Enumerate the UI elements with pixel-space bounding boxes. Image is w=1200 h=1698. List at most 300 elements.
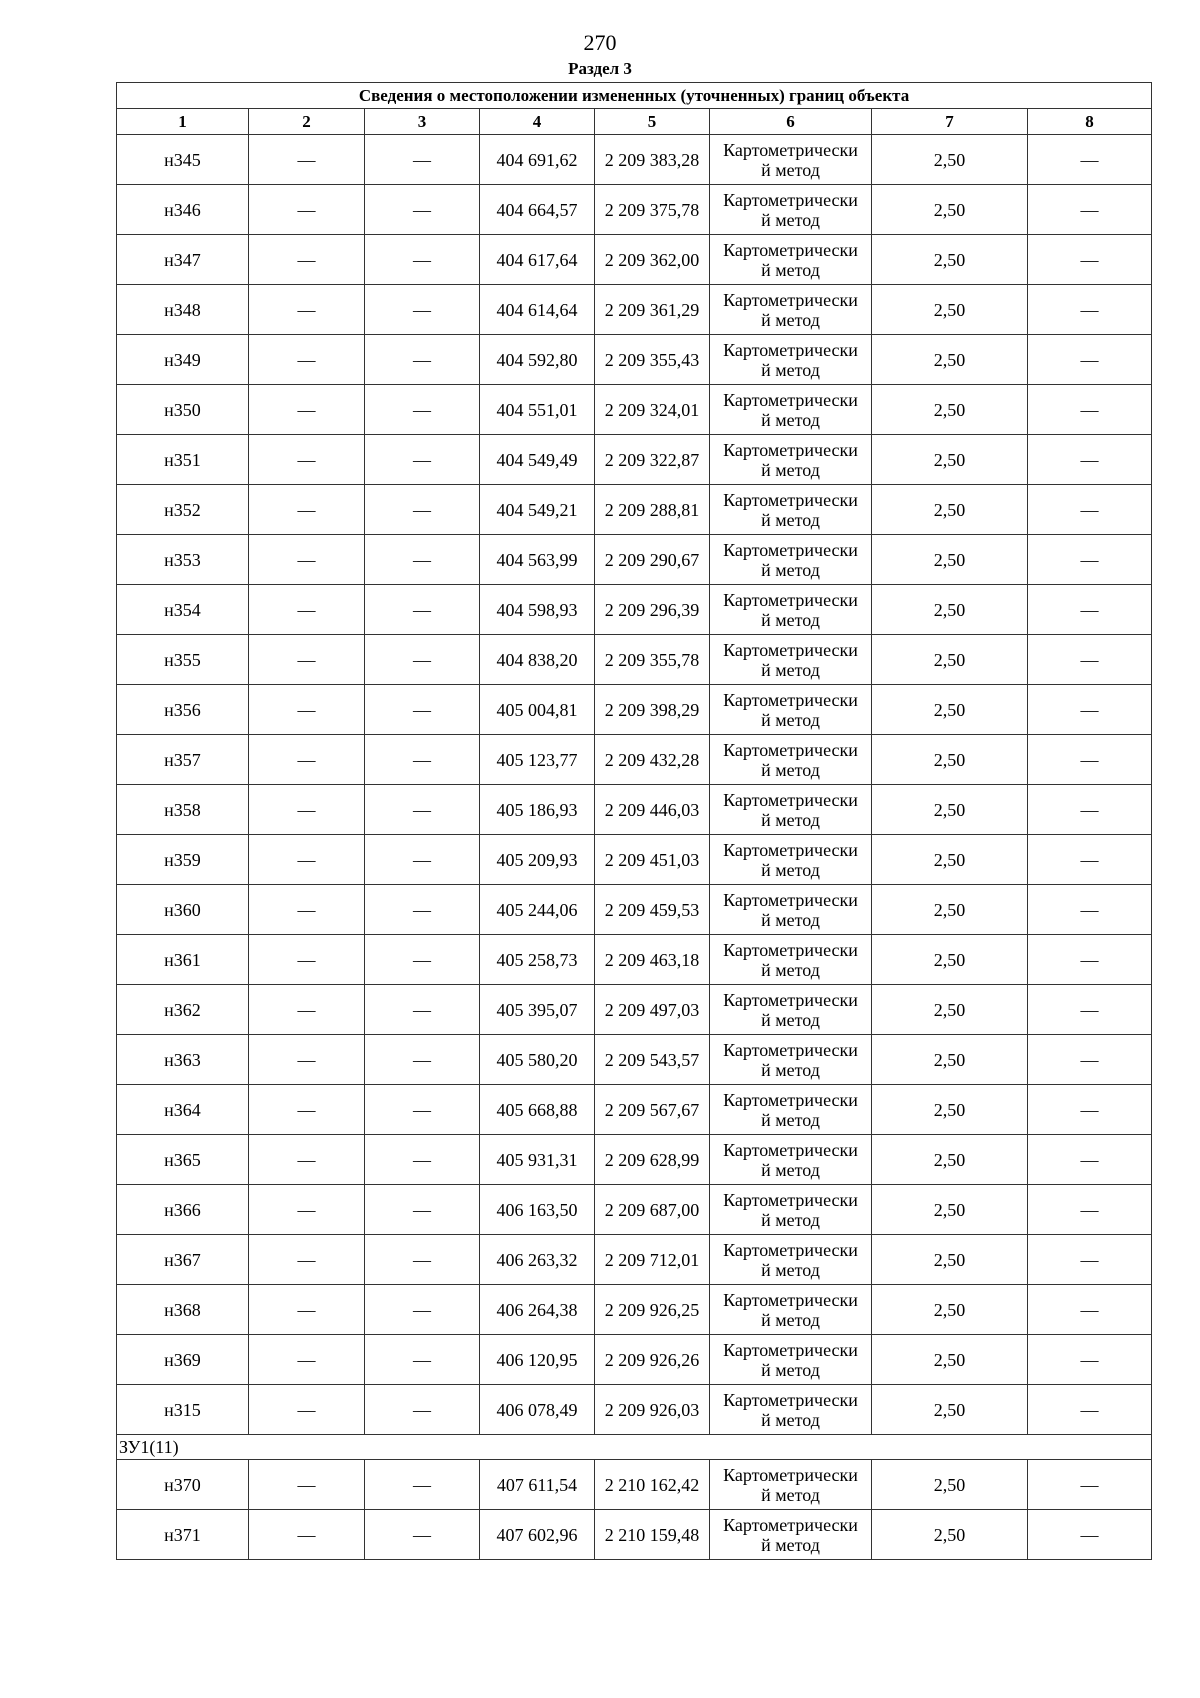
column-2-cell: —: [249, 285, 365, 335]
y-coordinate-cell: 2 209 375,78: [595, 185, 710, 235]
column-8-cell: —: [1028, 885, 1152, 935]
point-name-cell: н369: [117, 1335, 249, 1385]
column-3-cell: —: [365, 385, 480, 435]
x-coordinate-cell: 404 549,21: [480, 485, 595, 535]
method-cell: [710, 535, 872, 585]
column-3-cell: —: [365, 1460, 480, 1510]
accuracy-cell: 2,50: [872, 785, 1028, 835]
y-coordinate-cell: 2 209 290,67: [595, 535, 710, 585]
column-8-cell: —: [1028, 485, 1152, 535]
column-2-cell: —: [249, 135, 365, 185]
column-2-cell: —: [249, 835, 365, 885]
point-name-cell: н347: [117, 235, 249, 285]
y-coordinate-cell: 2 209 355,43: [595, 335, 710, 385]
method-line-2: й метод: [761, 159, 820, 180]
x-coordinate-cell: 406 264,38: [480, 1285, 595, 1335]
method-line-2: й метод: [761, 459, 820, 480]
column-3-cell: —: [365, 635, 480, 685]
table-row: [117, 535, 1152, 585]
section-title: Раздел 3: [568, 59, 632, 78]
point-name-cell: н363: [117, 1035, 249, 1085]
group-label: ЗУ1(11): [117, 1435, 1152, 1460]
method-line-2: й метод: [761, 1259, 820, 1280]
accuracy-cell: 2,50: [872, 385, 1028, 435]
x-coordinate-cell: 404 563,99: [480, 535, 595, 585]
y-coordinate-cell: 2 209 926,25: [595, 1285, 710, 1335]
column-3-cell: —: [365, 1035, 480, 1085]
method-line-2: й метод: [761, 359, 820, 380]
method-line-1: Картометрически: [723, 439, 858, 460]
method-line-2: й метод: [761, 559, 820, 580]
column-8-cell: —: [1028, 935, 1152, 985]
x-coordinate-cell: 405 395,07: [480, 985, 595, 1035]
method-line-1: Картометрически: [723, 989, 858, 1010]
x-coordinate-cell: 406 120,95: [480, 1335, 595, 1385]
column-2-cell: —: [249, 1035, 365, 1085]
column-3-cell: —: [365, 1135, 480, 1185]
table-row: [117, 385, 1152, 435]
column-8-cell: —: [1028, 1510, 1152, 1560]
column-number-6: 6: [710, 109, 872, 135]
column-8-cell: —: [1028, 985, 1152, 1035]
method-line-1: Картометрически: [723, 1514, 858, 1535]
method-cell: [710, 485, 872, 535]
accuracy-cell: 2,50: [872, 1335, 1028, 1385]
column-8-cell: —: [1028, 735, 1152, 785]
column-3-cell: —: [365, 235, 480, 285]
point-name-cell: н359: [117, 835, 249, 885]
method-cell: [710, 135, 872, 185]
accuracy-cell: 2,50: [872, 1385, 1028, 1435]
column-3-cell: —: [365, 1510, 480, 1560]
column-3-cell: —: [365, 285, 480, 335]
y-coordinate-cell: 2 209 926,03: [595, 1385, 710, 1435]
column-3-cell: —: [365, 1335, 480, 1385]
x-coordinate-cell: 404 549,49: [480, 435, 595, 485]
column-8-cell: —: [1028, 185, 1152, 235]
table-row: [117, 835, 1152, 885]
method-line-2: й метод: [761, 1484, 820, 1505]
x-coordinate-cell: 404 592,80: [480, 335, 595, 385]
method-cell: [710, 185, 872, 235]
method-cell: [710, 335, 872, 385]
table-row: [117, 185, 1152, 235]
column-3-cell: —: [365, 735, 480, 785]
table-row: [117, 885, 1152, 935]
x-coordinate-cell: 407 602,96: [480, 1510, 595, 1560]
method-cell: [710, 1335, 872, 1385]
column-3-cell: —: [365, 1385, 480, 1435]
method-line-1: Картометрически: [723, 489, 858, 510]
method-line-1: Картометрически: [723, 639, 858, 660]
point-name-cell: н354: [117, 585, 249, 635]
method-line-2: й метод: [761, 759, 820, 780]
point-name-cell: н358: [117, 785, 249, 835]
column-2-cell: —: [249, 485, 365, 535]
method-cell: [710, 885, 872, 935]
column-8-cell: —: [1028, 135, 1152, 185]
column-3-cell: —: [365, 435, 480, 485]
x-coordinate-cell: 405 258,73: [480, 935, 595, 985]
method-line-1: Картометрически: [723, 789, 858, 810]
column-8-cell: —: [1028, 335, 1152, 385]
accuracy-cell: 2,50: [872, 635, 1028, 685]
table-row: [117, 285, 1152, 335]
y-coordinate-cell: 2 209 446,03: [595, 785, 710, 835]
table-row: [117, 1185, 1152, 1235]
accuracy-cell: 2,50: [872, 235, 1028, 285]
method-line-1: Картометрически: [723, 1464, 858, 1485]
column-number-4: 4: [480, 109, 595, 135]
table-row: [117, 785, 1152, 835]
column-3-cell: —: [365, 135, 480, 185]
method-line-1: Картометрически: [723, 1139, 858, 1160]
method-line-2: й метод: [761, 509, 820, 530]
point-name-cell: н357: [117, 735, 249, 785]
method-cell: [710, 685, 872, 735]
accuracy-cell: 2,50: [872, 1185, 1028, 1235]
method-cell: [710, 1135, 872, 1185]
method-cell: [710, 935, 872, 985]
point-name-cell: н370: [117, 1460, 249, 1510]
table-row: [117, 985, 1152, 1035]
column-3-cell: —: [365, 335, 480, 385]
table-row: [117, 435, 1152, 485]
column-2-cell: —: [249, 1285, 365, 1335]
column-2-cell: —: [249, 585, 365, 635]
column-8-cell: —: [1028, 1385, 1152, 1435]
method-cell: [710, 985, 872, 1035]
x-coordinate-cell: 406 163,50: [480, 1185, 595, 1235]
table-row: [117, 1085, 1152, 1135]
method-line-1: Картометрически: [723, 339, 858, 360]
method-line-2: й метод: [761, 1534, 820, 1555]
column-number-7: 7: [872, 109, 1028, 135]
point-name-cell: н345: [117, 135, 249, 185]
x-coordinate-cell: 404 614,64: [480, 285, 595, 335]
column-8-cell: —: [1028, 1085, 1152, 1135]
method-line-2: й метод: [761, 959, 820, 980]
method-line-1: Картометрически: [723, 1189, 858, 1210]
method-line-1: Картометрически: [723, 889, 858, 910]
column-2-cell: —: [249, 1185, 365, 1235]
y-coordinate-cell: 2 209 497,03: [595, 985, 710, 1035]
x-coordinate-cell: 405 668,88: [480, 1085, 595, 1135]
column-2-cell: —: [249, 385, 365, 435]
column-2-cell: —: [249, 335, 365, 385]
method-cell: [710, 635, 872, 685]
column-2-cell: —: [249, 885, 365, 935]
x-coordinate-cell: 405 209,93: [480, 835, 595, 885]
y-coordinate-cell: 2 209 324,01: [595, 385, 710, 435]
point-name-cell: н315: [117, 1385, 249, 1435]
accuracy-cell: 2,50: [872, 835, 1028, 885]
column-2-cell: —: [249, 1335, 365, 1385]
y-coordinate-cell: 2 209 687,00: [595, 1185, 710, 1235]
column-8-cell: —: [1028, 585, 1152, 635]
point-name-cell: н356: [117, 685, 249, 735]
method-line-2: й метод: [761, 1109, 820, 1130]
column-2-cell: —: [249, 235, 365, 285]
table-body: [117, 135, 1152, 1560]
method-line-1: Картометрически: [723, 1289, 858, 1310]
point-name-cell: н348: [117, 285, 249, 335]
column-8-cell: —: [1028, 385, 1152, 435]
point-name-cell: н349: [117, 335, 249, 385]
method-line-1: Картометрически: [723, 189, 858, 210]
y-coordinate-cell: 2 209 362,00: [595, 235, 710, 285]
point-name-cell: н346: [117, 185, 249, 235]
x-coordinate-cell: 404 551,01: [480, 385, 595, 435]
accuracy-cell: 2,50: [872, 935, 1028, 985]
point-name-cell: н360: [117, 885, 249, 935]
column-3-cell: —: [365, 1185, 480, 1235]
accuracy-cell: 2,50: [872, 885, 1028, 935]
column-3-cell: —: [365, 1085, 480, 1135]
accuracy-cell: 2,50: [872, 585, 1028, 635]
column-2-cell: —: [249, 985, 365, 1035]
table-row: [117, 935, 1152, 985]
method-line-1: Картометрически: [723, 289, 858, 310]
column-3-cell: —: [365, 935, 480, 985]
accuracy-cell: 2,50: [872, 285, 1028, 335]
column-2-cell: —: [249, 1235, 365, 1285]
column-number-2: 2: [249, 109, 365, 135]
column-2-cell: —: [249, 1460, 365, 1510]
column-3-cell: —: [365, 1235, 480, 1285]
method-line-2: й метод: [761, 1309, 820, 1330]
point-name-cell: н367: [117, 1235, 249, 1285]
coordinates-table: [116, 82, 1152, 1560]
method-line-1: Картометрически: [723, 1389, 858, 1410]
method-cell: [710, 385, 872, 435]
column-8-cell: —: [1028, 635, 1152, 685]
method-line-2: й метод: [761, 1209, 820, 1230]
method-line-2: й метод: [761, 809, 820, 830]
method-line-1: Картометрически: [723, 1089, 858, 1110]
accuracy-cell: 2,50: [872, 185, 1028, 235]
column-8-cell: —: [1028, 1335, 1152, 1385]
point-name-cell: н361: [117, 935, 249, 985]
method-line-2: й метод: [761, 909, 820, 930]
column-8-cell: —: [1028, 835, 1152, 885]
y-coordinate-cell: 2 209 398,29: [595, 685, 710, 735]
column-3-cell: —: [365, 535, 480, 585]
accuracy-cell: 2,50: [872, 1085, 1028, 1135]
column-number-3: 3: [365, 109, 480, 135]
method-line-1: Картометрически: [723, 589, 858, 610]
method-line-2: й метод: [761, 1009, 820, 1030]
column-2-cell: —: [249, 435, 365, 485]
y-coordinate-cell: 2 209 288,81: [595, 485, 710, 535]
x-coordinate-cell: 404 838,20: [480, 635, 595, 685]
x-coordinate-cell: 405 244,06: [480, 885, 595, 935]
column-2-cell: —: [249, 785, 365, 835]
method-line-1: Картометрически: [723, 539, 858, 560]
method-line-1: Картометрически: [723, 939, 858, 960]
y-coordinate-cell: 2 209 432,28: [595, 735, 710, 785]
point-name-cell: н362: [117, 985, 249, 1035]
method-line-2: й метод: [761, 1409, 820, 1430]
method-line-2: й метод: [761, 209, 820, 230]
method-cell: [710, 1185, 872, 1235]
method-line-1: Картометрически: [723, 139, 858, 160]
y-coordinate-cell: 2 209 926,26: [595, 1335, 710, 1385]
method-cell: [710, 435, 872, 485]
column-8-cell: —: [1028, 285, 1152, 335]
x-coordinate-cell: 405 931,31: [480, 1135, 595, 1185]
table-row: [117, 1285, 1152, 1335]
accuracy-cell: 2,50: [872, 1035, 1028, 1085]
column-2-cell: —: [249, 685, 365, 735]
method-line-1: Картометрически: [723, 239, 858, 260]
accuracy-cell: 2,50: [872, 1460, 1028, 1510]
x-coordinate-cell: 406 263,32: [480, 1235, 595, 1285]
column-2-cell: —: [249, 735, 365, 785]
column-2-cell: —: [249, 185, 365, 235]
x-coordinate-cell: 405 186,93: [480, 785, 595, 835]
method-line-1: Картометрически: [723, 839, 858, 860]
method-line-2: й метод: [761, 409, 820, 430]
x-coordinate-cell: 404 664,57: [480, 185, 595, 235]
method-line-2: й метод: [761, 1159, 820, 1180]
accuracy-cell: 2,50: [872, 735, 1028, 785]
table-row: [117, 735, 1152, 785]
method-line-1: Картометрически: [723, 1039, 858, 1060]
column-2-cell: —: [249, 1085, 365, 1135]
accuracy-cell: 2,50: [872, 685, 1028, 735]
table-row: [117, 335, 1152, 385]
method-line-2: й метод: [761, 1059, 820, 1080]
column-3-cell: —: [365, 585, 480, 635]
method-line-2: й метод: [761, 259, 820, 280]
table-row: [117, 635, 1152, 685]
method-line-1: Картометрически: [723, 1339, 858, 1360]
column-number-8: 8: [1028, 109, 1152, 135]
method-line-2: й метод: [761, 709, 820, 730]
method-cell: [710, 585, 872, 635]
method-cell: [710, 1235, 872, 1285]
y-coordinate-cell: 2 209 296,39: [595, 585, 710, 635]
method-line-2: й метод: [761, 859, 820, 880]
table-row: [117, 485, 1152, 535]
x-coordinate-cell: 405 580,20: [480, 1035, 595, 1085]
point-name-cell: н352: [117, 485, 249, 535]
y-coordinate-cell: 2 209 383,28: [595, 135, 710, 185]
column-8-cell: —: [1028, 1235, 1152, 1285]
column-8-cell: —: [1028, 435, 1152, 485]
y-coordinate-cell: 2 209 451,03: [595, 835, 710, 885]
point-name-cell: н351: [117, 435, 249, 485]
method-line-1: Картометрически: [723, 689, 858, 710]
column-3-cell: —: [365, 985, 480, 1035]
column-8-cell: —: [1028, 1285, 1152, 1335]
point-name-cell: н355: [117, 635, 249, 685]
accuracy-cell: 2,50: [872, 1285, 1028, 1335]
column-3-cell: —: [365, 185, 480, 235]
accuracy-cell: 2,50: [872, 1135, 1028, 1185]
column-8-cell: —: [1028, 535, 1152, 585]
method-cell: [710, 735, 872, 785]
point-name-cell: н365: [117, 1135, 249, 1185]
method-cell: [710, 1085, 872, 1135]
table-row: [117, 235, 1152, 285]
column-8-cell: —: [1028, 685, 1152, 735]
column-3-cell: —: [365, 685, 480, 735]
table-row: [117, 1235, 1152, 1285]
y-coordinate-cell: 2 209 567,67: [595, 1085, 710, 1135]
table-row: [117, 1385, 1152, 1435]
column-number-1: 1: [117, 109, 249, 135]
method-cell: [710, 1510, 872, 1560]
group-row: [117, 1435, 1152, 1460]
column-3-cell: —: [365, 485, 480, 535]
column-2-cell: —: [249, 535, 365, 585]
column-number-5: 5: [595, 109, 710, 135]
method-line-1: Картометрически: [723, 1239, 858, 1260]
column-2-cell: —: [249, 935, 365, 985]
point-name-cell: н350: [117, 385, 249, 435]
accuracy-cell: 2,50: [872, 485, 1028, 535]
x-coordinate-cell: 407 611,54: [480, 1460, 595, 1510]
column-8-cell: —: [1028, 1460, 1152, 1510]
page-number: 270: [583, 30, 617, 55]
column-2-cell: —: [249, 1135, 365, 1185]
column-8-cell: —: [1028, 1035, 1152, 1085]
table-caption-row: [117, 83, 1152, 109]
column-number-row: [117, 109, 1152, 135]
table-row: [117, 685, 1152, 735]
accuracy-cell: 2,50: [872, 535, 1028, 585]
method-line-1: Картометрически: [723, 739, 858, 760]
method-cell: [710, 1285, 872, 1335]
table-caption: Сведения о местоположении измененных (уточненных) границ объекта: [117, 83, 1152, 109]
point-name-cell: н368: [117, 1285, 249, 1335]
y-coordinate-cell: 2 209 322,87: [595, 435, 710, 485]
point-name-cell: н364: [117, 1085, 249, 1135]
method-cell: [710, 285, 872, 335]
table-row: [117, 1035, 1152, 1085]
x-coordinate-cell: 404 617,64: [480, 235, 595, 285]
method-cell: [710, 785, 872, 835]
accuracy-cell: 2,50: [872, 135, 1028, 185]
table-row: [117, 1510, 1152, 1560]
table-row: [117, 1335, 1152, 1385]
column-8-cell: —: [1028, 1185, 1152, 1235]
method-line-2: й метод: [761, 609, 820, 630]
method-cell: [710, 1035, 872, 1085]
table-row: [117, 585, 1152, 635]
table-row: [117, 135, 1152, 185]
column-2-cell: —: [249, 1510, 365, 1560]
point-name-cell: н353: [117, 535, 249, 585]
column-3-cell: —: [365, 785, 480, 835]
column-8-cell: —: [1028, 785, 1152, 835]
column-8-cell: —: [1028, 1135, 1152, 1185]
method-line-1: Картометрически: [723, 389, 858, 410]
column-3-cell: —: [365, 885, 480, 935]
y-coordinate-cell: 2 210 159,48: [595, 1510, 710, 1560]
y-coordinate-cell: 2 209 361,29: [595, 285, 710, 335]
y-coordinate-cell: 2 209 712,01: [595, 1235, 710, 1285]
column-3-cell: —: [365, 1285, 480, 1335]
method-cell: [710, 1460, 872, 1510]
column-2-cell: —: [249, 1385, 365, 1435]
column-3-cell: —: [365, 835, 480, 885]
y-coordinate-cell: 2 209 543,57: [595, 1035, 710, 1085]
method-line-2: й метод: [761, 659, 820, 680]
accuracy-cell: 2,50: [872, 1510, 1028, 1560]
